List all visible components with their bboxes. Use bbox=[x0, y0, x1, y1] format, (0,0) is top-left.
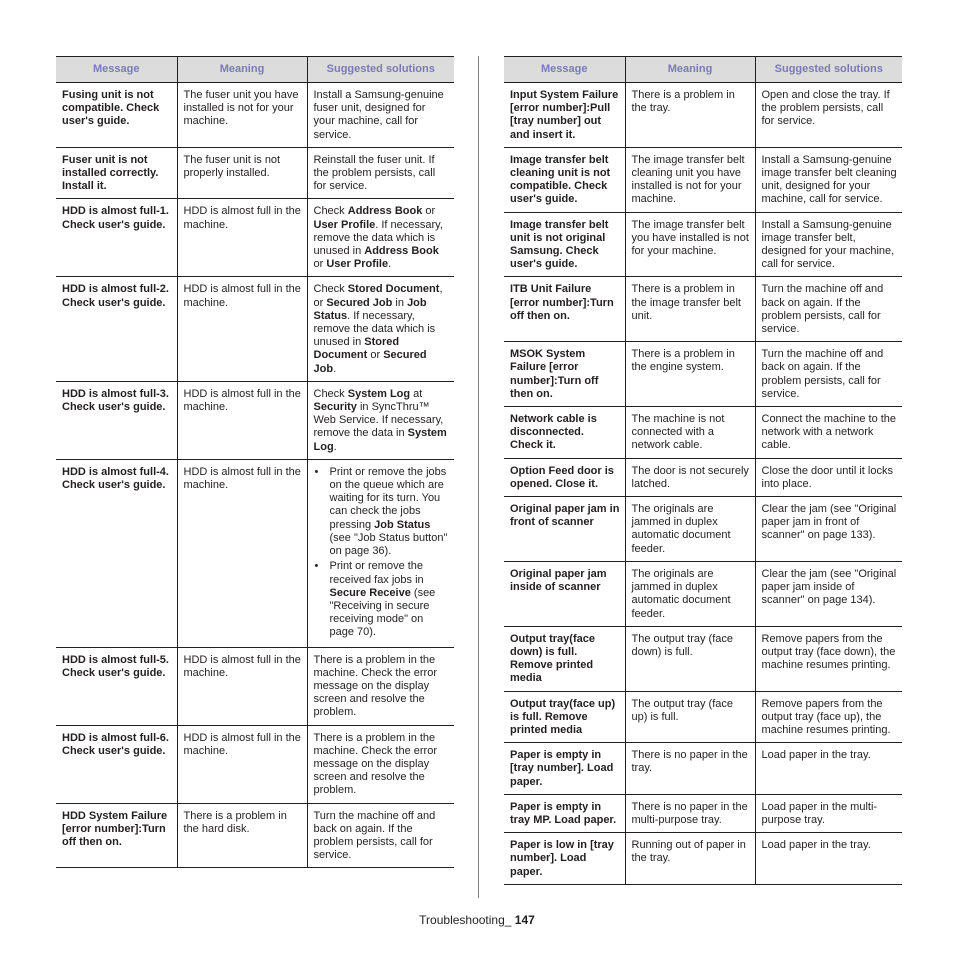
message-cell: MSOK System Failure [error number]:Turn off then on. bbox=[504, 342, 625, 407]
text-run: There is a problem in the machine. Check the error message on the display screen and resolve the problem. bbox=[313, 731, 437, 797]
solution-list-item bbox=[330, 560, 450, 639]
meaning-cell: HDD is almost full in the machine. bbox=[177, 277, 307, 381]
table-header-row bbox=[504, 57, 902, 83]
message-cell: Fuser unit is not installed correctly. Install it. bbox=[56, 147, 177, 199]
meaning-cell: The image transfer belt cleaning unit you have installed is not for your machine. bbox=[625, 147, 755, 212]
table-row bbox=[56, 725, 454, 803]
right-error-table bbox=[504, 56, 902, 885]
meaning-cell: The door is not securely latched. bbox=[625, 458, 755, 496]
table-row bbox=[56, 147, 454, 199]
solution-cell bbox=[307, 803, 454, 868]
message-cell: HDD is almost full-1. Check user's guide. bbox=[56, 199, 177, 277]
meaning-cell: The fuser unit is not properly installed. bbox=[177, 147, 307, 199]
solution-cell bbox=[755, 743, 902, 795]
meaning-cell: There is no paper in the tray. bbox=[625, 743, 755, 795]
message-cell: Fusing unit is not compatible. Check user's guide. bbox=[56, 83, 177, 148]
solution-cell bbox=[307, 83, 454, 148]
solution-cell bbox=[307, 725, 454, 803]
table-row bbox=[504, 342, 902, 407]
text-run: Turn the machine off and back on again. If the problem persists, call for service. bbox=[761, 283, 884, 336]
header-message: Message bbox=[504, 57, 625, 83]
meaning-cell: HDD is almost full in the machine. bbox=[177, 725, 307, 803]
message-cell: Image transfer belt unit is not original Samsung. Check user's guide. bbox=[504, 212, 625, 277]
solution-cell bbox=[755, 83, 902, 148]
table-row bbox=[504, 833, 902, 885]
table-row bbox=[504, 743, 902, 795]
text-run: Install a Samsung-genuine fuser unit, designed for your machine, call for service. bbox=[313, 89, 444, 141]
text-run: Reinstall the fuser unit. If the problem persists, call for service. bbox=[313, 153, 436, 193]
text-run: Remove papers from the output tray (face up), the machine resumes printing. bbox=[761, 697, 891, 736]
bold-term: Job Status bbox=[313, 296, 427, 322]
message-cell: Option Feed door is opened. Close it. bbox=[504, 458, 625, 496]
solution-cell bbox=[307, 459, 454, 647]
meaning-cell: There is a problem in the tray. bbox=[625, 83, 755, 148]
bold-term: Address Book bbox=[347, 205, 423, 218]
solution-cell bbox=[755, 626, 902, 691]
header-meaning: Meaning bbox=[177, 57, 307, 83]
bold-term: Secure Receive bbox=[329, 586, 411, 599]
text-run: in bbox=[392, 296, 408, 309]
table-row bbox=[56, 277, 454, 381]
solution-cell bbox=[755, 561, 902, 626]
text-run: . If necessary, remove the data which is unused in bbox=[313, 309, 436, 349]
text-run: Clear the jam (see "Original paper jam inside of scanner" on page 134). bbox=[761, 567, 897, 607]
page-footer bbox=[0, 913, 954, 927]
text-run: Connect the machine to the network with a network cable. bbox=[761, 413, 897, 452]
text-run: , or bbox=[313, 283, 443, 309]
text-run: Install a Samsung-genuine image transfer belt, designed for your machine, call for service. bbox=[761, 218, 895, 271]
solution-cell bbox=[755, 277, 902, 342]
left-error-table bbox=[56, 56, 454, 868]
table-row bbox=[504, 691, 902, 743]
solution-list-item bbox=[330, 466, 450, 558]
text-run: Check bbox=[313, 205, 348, 218]
meaning-cell: The machine is not connected with a network cable. bbox=[625, 407, 755, 459]
text-run: Turn the machine off and back on again. If the problem persists, call for service. bbox=[313, 809, 436, 862]
text-run: (see "Receiving in secure receiving mode" on page 70). bbox=[329, 586, 436, 639]
table-row bbox=[56, 803, 454, 868]
header-message: Message bbox=[56, 57, 177, 83]
header-suggested-solutions: Suggested solutions bbox=[755, 57, 902, 83]
text-run: Clear the jam (see "Original paper jam in front of scanner" on page 133). bbox=[761, 503, 897, 542]
table-row bbox=[504, 626, 902, 691]
table-row bbox=[56, 83, 454, 148]
table-row bbox=[504, 147, 902, 212]
message-cell: HDD is almost full-4. Check user's guide. bbox=[56, 459, 177, 647]
meaning-cell: Running out of paper in the tray. bbox=[625, 833, 755, 885]
text-run: Turn the machine off and back on again. If the problem persists, call for service. bbox=[761, 348, 884, 400]
bold-term: System Log bbox=[347, 387, 411, 400]
bold-term: System Log bbox=[313, 427, 447, 453]
text-run: Print or remove the jobs on the queue which are waiting for its turn. You can check the jobs pressing bbox=[329, 465, 447, 531]
solution-cell bbox=[755, 691, 902, 743]
message-cell: ITB Unit Failure [error number]:Turn off then on. bbox=[504, 277, 625, 342]
table-row bbox=[56, 647, 454, 725]
table-row bbox=[504, 407, 902, 459]
meaning-cell: There is a problem in the hard disk. bbox=[177, 803, 307, 868]
solution-cell bbox=[307, 647, 454, 725]
meaning-cell: The output tray (face up) is full. bbox=[625, 691, 755, 743]
table-row bbox=[504, 277, 902, 342]
solution-list bbox=[314, 466, 450, 640]
meaning-cell: The originals are jammed in duplex automatic document feeder. bbox=[625, 561, 755, 626]
table-row bbox=[504, 497, 902, 562]
meaning-cell: The fuser unit you have installed is not for your machine. bbox=[177, 83, 307, 148]
message-cell: HDD is almost full-2. Check user's guide. bbox=[56, 277, 177, 381]
meaning-cell: HDD is almost full in the machine. bbox=[177, 199, 307, 277]
text-run: or bbox=[422, 205, 436, 218]
meaning-cell: The output tray (face down) is full. bbox=[625, 626, 755, 691]
text-run: in SyncThru™ Web Service. If necessary, remove the data in bbox=[313, 401, 444, 440]
message-cell: Input System Failure [error number]:Pull [tray number] out and insert it. bbox=[504, 83, 625, 148]
solution-cell bbox=[755, 407, 902, 459]
message-cell: Original paper jam inside of scanner bbox=[504, 561, 625, 626]
meaning-cell: There is no paper in the multi-purpose tray. bbox=[625, 794, 755, 832]
table-row bbox=[504, 561, 902, 626]
table-row bbox=[56, 199, 454, 277]
message-cell: Paper is empty in [tray number]. Load paper. bbox=[504, 743, 625, 795]
header-meaning: Meaning bbox=[625, 57, 755, 83]
message-cell: Paper is low in [tray number]. Load paper. bbox=[504, 833, 625, 885]
text-run: . bbox=[333, 362, 337, 375]
meaning-cell: The originals are jammed in duplex automatic document feeder. bbox=[625, 497, 755, 562]
text-run: or bbox=[313, 258, 327, 271]
meaning-cell: There is a problem in the engine system. bbox=[625, 342, 755, 407]
bold-term: Address Book bbox=[364, 245, 439, 258]
text-run: (see "Job Status button" on page 36). bbox=[329, 531, 448, 558]
table-row bbox=[504, 212, 902, 277]
text-run: Close the door until it locks into place. bbox=[761, 464, 893, 490]
text-run: . bbox=[333, 440, 337, 453]
text-run: or bbox=[367, 349, 384, 362]
text-run: Remove papers from the output tray (face down), the machine resumes printing. bbox=[761, 632, 896, 672]
header-suggested-solutions: Suggested solutions bbox=[307, 57, 454, 83]
message-cell: HDD System Failure [error number]:Turn off then on. bbox=[56, 803, 177, 868]
meaning-cell: The image transfer belt you have installed is not for your machine. bbox=[625, 212, 755, 277]
solution-cell bbox=[755, 833, 902, 885]
table-row bbox=[56, 459, 454, 647]
message-cell: Output tray(face up) is full. Remove printed media bbox=[504, 691, 625, 743]
bold-term: Security bbox=[313, 401, 357, 414]
meaning-cell: HDD is almost full in the machine. bbox=[177, 647, 307, 725]
bold-term: User Profile bbox=[326, 258, 389, 271]
text-run: There is a problem in the machine. Check the error message on the display screen and resolve the problem. bbox=[313, 653, 437, 719]
bold-term: Secured Job bbox=[326, 296, 393, 309]
solution-cell bbox=[755, 342, 902, 407]
text-run: Print or remove the received fax jobs in bbox=[329, 560, 424, 586]
footer-section: Troubleshooting_ bbox=[419, 913, 515, 927]
message-cell: HDD is almost full-3. Check user's guide. bbox=[56, 381, 177, 459]
table-row bbox=[504, 458, 902, 496]
solution-cell bbox=[755, 497, 902, 562]
solution-cell bbox=[307, 147, 454, 199]
solution-cell bbox=[307, 381, 454, 459]
bold-term: Stored Document bbox=[347, 283, 440, 296]
solution-cell bbox=[755, 212, 902, 277]
bold-term: Secured Job bbox=[313, 349, 427, 375]
solution-cell bbox=[755, 147, 902, 212]
bold-term: Job Status bbox=[374, 518, 431, 531]
text-run: . If necessary, remove the data which is unused in bbox=[313, 218, 443, 258]
text-run: Open and close the tray. If the problem persists, call for service. bbox=[761, 89, 890, 128]
solution-cell bbox=[755, 794, 902, 832]
message-cell: Original paper jam in front of scanner bbox=[504, 497, 625, 562]
text-run: at bbox=[410, 387, 423, 400]
text-run: Check bbox=[313, 283, 348, 296]
solution-cell bbox=[307, 199, 454, 277]
text-run: Install a Samsung-genuine image transfer belt cleaning unit, designed for your machine, call for service. bbox=[761, 153, 897, 206]
meaning-cell: HDD is almost full in the machine. bbox=[177, 459, 307, 647]
text-run: Check bbox=[313, 387, 348, 400]
text-run: Load paper in the tray. bbox=[761, 749, 871, 762]
table-header-row bbox=[56, 57, 454, 83]
table-row bbox=[504, 794, 902, 832]
column-divider bbox=[478, 56, 479, 898]
table-row bbox=[56, 381, 454, 459]
solution-cell bbox=[755, 458, 902, 496]
text-run: Load paper in the tray. bbox=[761, 839, 871, 852]
meaning-cell: There is a problem in the image transfer belt unit. bbox=[625, 277, 755, 342]
message-cell: Paper is empty in tray MP. Load paper. bbox=[504, 794, 625, 832]
message-cell: Output tray(face down) is full. Remove printed media bbox=[504, 626, 625, 691]
message-cell: HDD is almost full-5. Check user's guide. bbox=[56, 647, 177, 725]
meaning-cell: HDD is almost full in the machine. bbox=[177, 381, 307, 459]
table-row bbox=[504, 83, 902, 148]
message-cell: Image transfer belt cleaning unit is not compatible. Check user's guide. bbox=[504, 147, 625, 212]
text-run: . bbox=[388, 258, 392, 271]
bold-term: Stored Document bbox=[313, 336, 400, 362]
bold-term: User Profile bbox=[313, 218, 376, 231]
page-number: 147 bbox=[514, 913, 535, 927]
message-cell: Network cable is disconnected. Check it. bbox=[504, 407, 625, 459]
text-run: Load paper in the multi-purpose tray. bbox=[761, 800, 878, 826]
solution-cell bbox=[307, 277, 454, 381]
message-cell: HDD is almost full-6. Check user's guide. bbox=[56, 725, 177, 803]
